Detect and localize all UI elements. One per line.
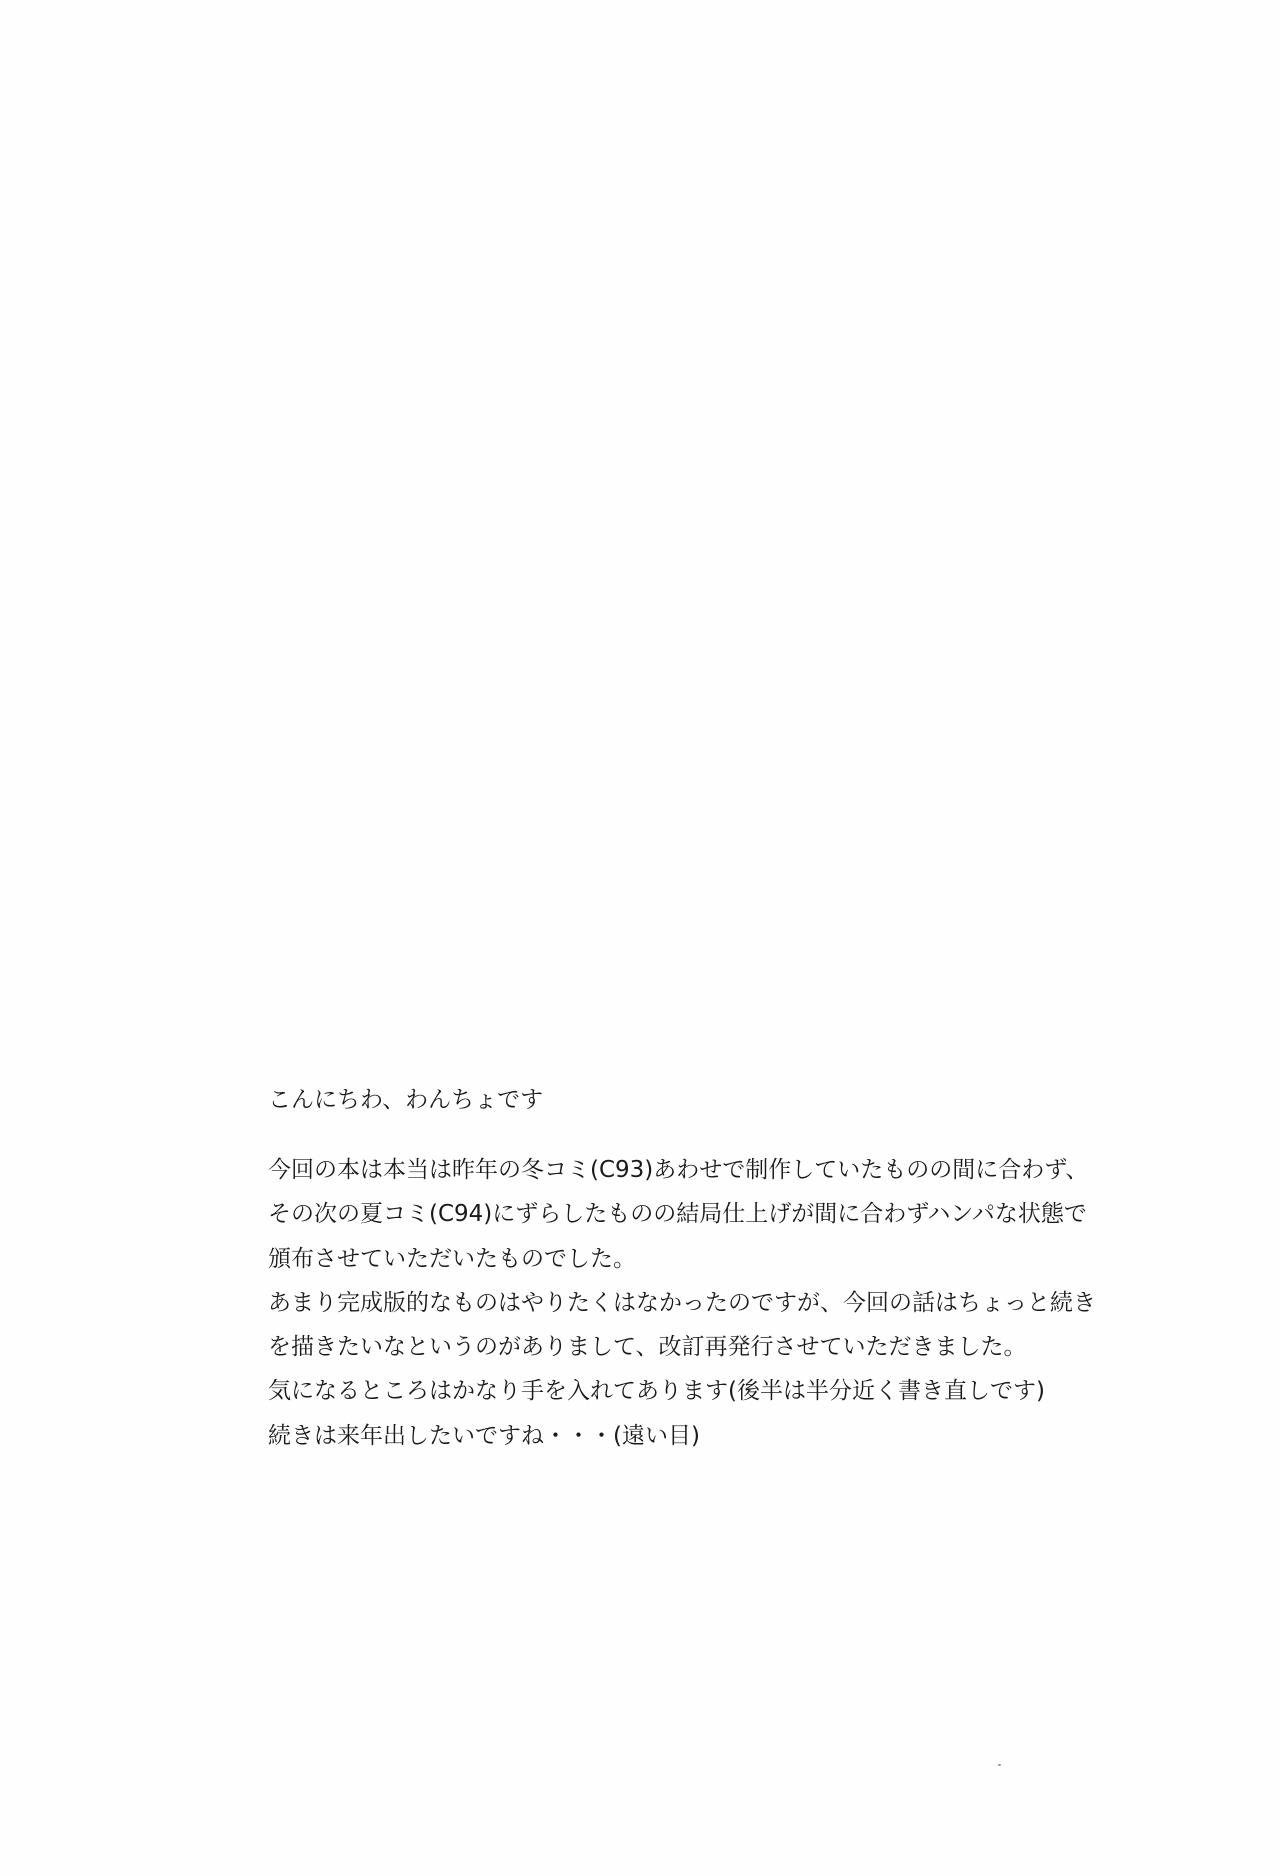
body-line: 続きは来年出したいですね・・・(遠い目) [268, 1422, 700, 1449]
afterword-text-block [268, 1078, 1168, 1458]
body-line: その次の夏コミ(C94)にずらしたものの結局仕上げが間に合わずハンパな状態で [268, 1201, 1087, 1228]
body-line: 気になるところはかなり手を入れてあります(後半は半分近く書き直しです) [268, 1378, 1045, 1405]
body-line: 頒布させていただいたものでした。 [268, 1245, 636, 1272]
body-line: 今回の本は本当は昨年の冬コミ(C93)あわせで制作していたものの間に合わず、 [268, 1157, 1089, 1183]
body-line: あまり完成版的なものはやりたくはなかったのですが、今回の話はちょっと続き [268, 1289, 1096, 1316]
greeting-line: こんにちわ、わんちょです [268, 1087, 544, 1113]
paper-speck [998, 1764, 1001, 1766]
body-line: を描きたいなというのがありまして、改訂再発行させていただきました。 [268, 1334, 1027, 1361]
